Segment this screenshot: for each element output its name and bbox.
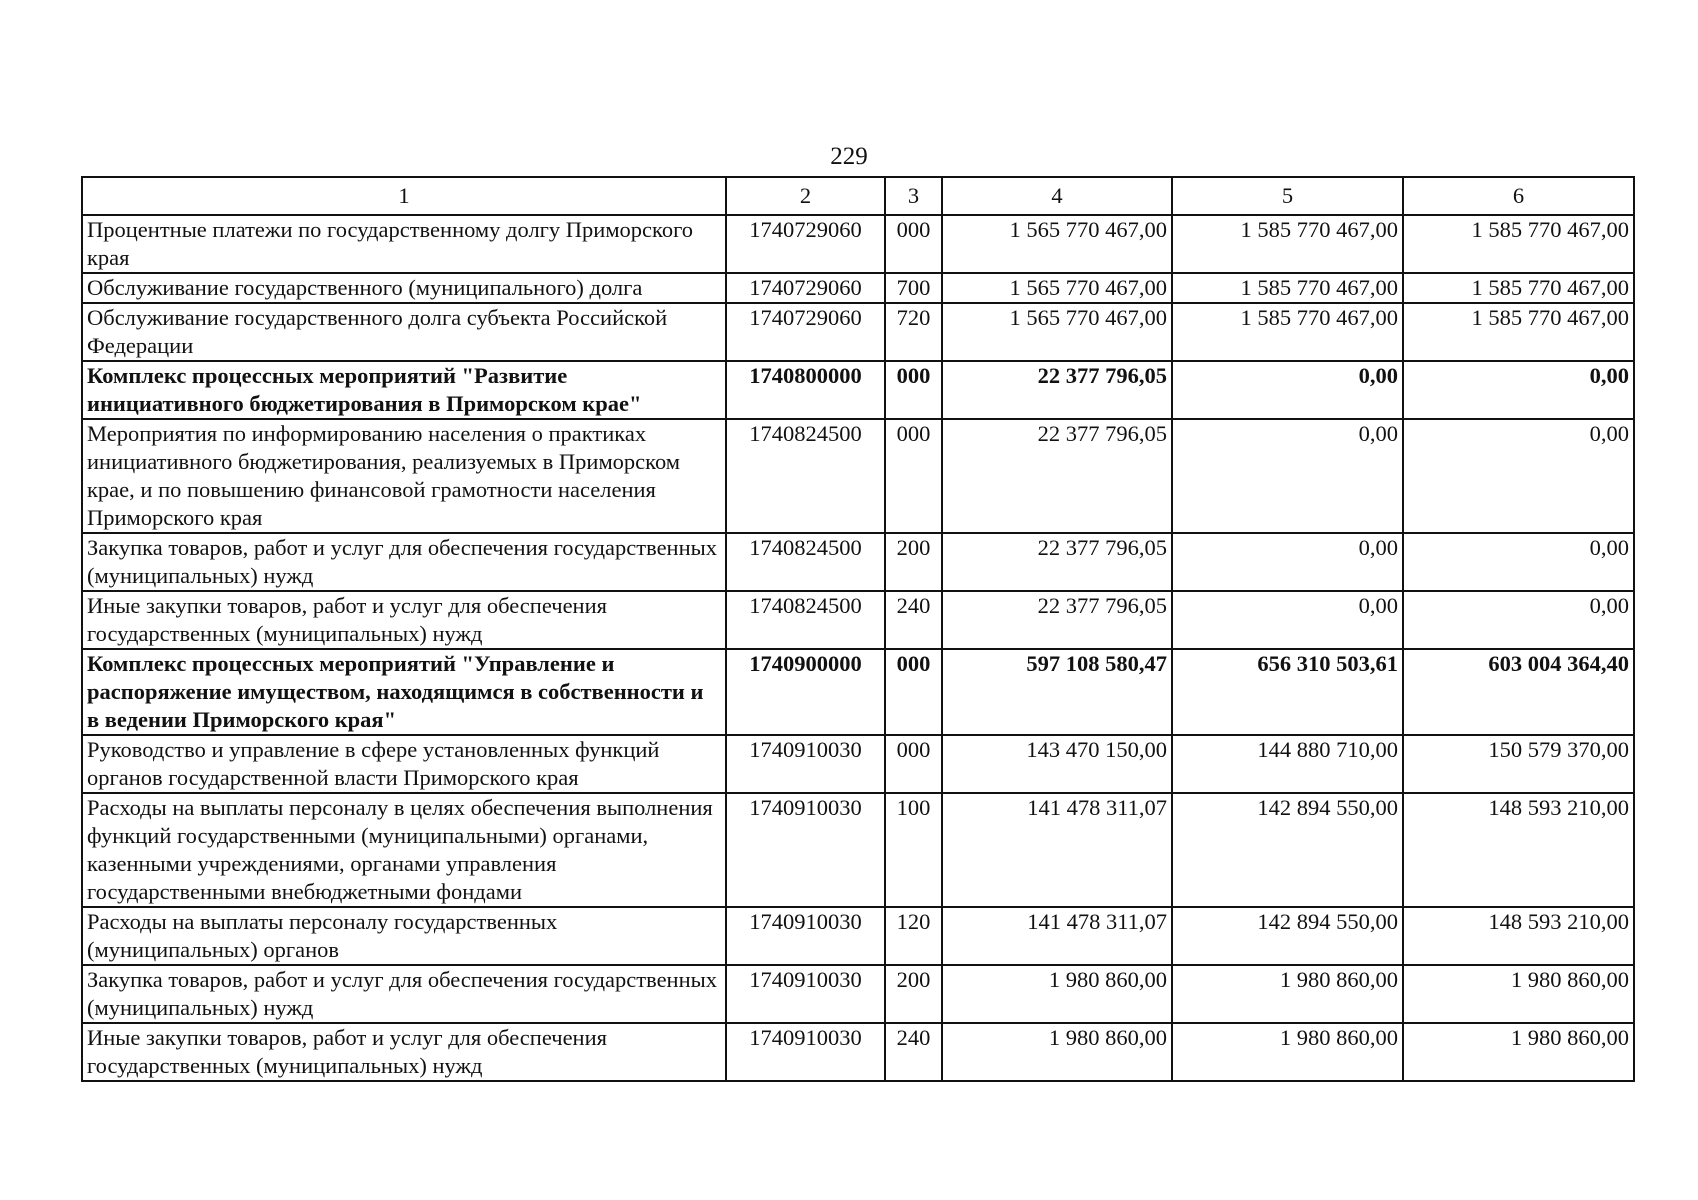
- row-amount-col5: 142 894 550,00: [1172, 793, 1403, 907]
- row-code: 1740729060: [726, 303, 885, 361]
- row-amount-col4: 1 980 860,00: [942, 1023, 1172, 1081]
- row-amount-col4: 143 470 150,00: [942, 735, 1172, 793]
- row-code: 1740910030: [726, 735, 885, 793]
- row-amount-col4: 1 565 770 467,00: [942, 215, 1172, 273]
- row-name: Процентные платежи по государственному долгу Приморского края: [82, 215, 726, 273]
- row-code: 1740824500: [726, 533, 885, 591]
- row-expense-type: 100: [885, 793, 942, 907]
- row-amount-col6: 603 004 364,40: [1403, 649, 1634, 735]
- row-code: 1740910030: [726, 793, 885, 907]
- row-expense-type: 240: [885, 591, 942, 649]
- table-row: [82, 1023, 1634, 1081]
- row-expense-type: 240: [885, 1023, 942, 1081]
- row-amount-col4: 1 565 770 467,00: [942, 303, 1172, 361]
- row-amount-col5: 1 585 770 467,00: [1172, 215, 1403, 273]
- table-row: [82, 793, 1634, 907]
- row-expense-type: 000: [885, 419, 942, 533]
- row-expense-type: 720: [885, 303, 942, 361]
- row-amount-col6: 0,00: [1403, 419, 1634, 533]
- row-amount-col6: 148 593 210,00: [1403, 793, 1634, 907]
- row-code: 1740910030: [726, 965, 885, 1023]
- row-amount-col6: 0,00: [1403, 533, 1634, 591]
- row-amount-col5: 656 310 503,61: [1172, 649, 1403, 735]
- row-name: Иные закупки товаров, работ и услуг для обеспечения государственных (муниципальных) нужд: [82, 1023, 726, 1081]
- row-amount-col4: 1 565 770 467,00: [942, 273, 1172, 303]
- row-amount-col5: 1 585 770 467,00: [1172, 303, 1403, 361]
- row-expense-type: 120: [885, 907, 942, 965]
- table-row: [82, 533, 1634, 591]
- column-header: 5: [1172, 177, 1403, 215]
- row-code: 1740729060: [726, 273, 885, 303]
- row-amount-col5: 1 980 860,00: [1172, 1023, 1403, 1081]
- row-amount-col6: 0,00: [1403, 361, 1634, 419]
- row-amount-col6: 1 980 860,00: [1403, 965, 1634, 1023]
- row-expense-type: 000: [885, 215, 942, 273]
- row-code: 1740824500: [726, 419, 885, 533]
- row-expense-type: 200: [885, 533, 942, 591]
- table-body: [82, 215, 1634, 1081]
- row-code: 1740910030: [726, 1023, 885, 1081]
- page-number: 229: [830, 143, 868, 170]
- row-amount-col5: 1 980 860,00: [1172, 965, 1403, 1023]
- table-row: [82, 649, 1634, 735]
- row-name: Комплекс процессных мероприятий "Управление и распоряжение имуществом, находящимся в собственности и в ведении Приморского края": [82, 649, 726, 735]
- table-row: [82, 907, 1634, 965]
- row-amount-col4: 22 377 796,05: [942, 361, 1172, 419]
- column-header: 6: [1403, 177, 1634, 215]
- row-expense-type: 000: [885, 361, 942, 419]
- table-row: [82, 591, 1634, 649]
- row-name: Расходы на выплаты персоналу в целях обеспечения выполнения функций государственными (муниципальными) органами, казенными учреждениями, органами управления государственными внебюджетными фондами: [82, 793, 726, 907]
- row-amount-col4: 22 377 796,05: [942, 419, 1172, 533]
- row-amount-col5: 1 585 770 467,00: [1172, 273, 1403, 303]
- table-row: [82, 735, 1634, 793]
- row-code: 1740729060: [726, 215, 885, 273]
- row-amount-col6: 0,00: [1403, 591, 1634, 649]
- row-expense-type: 000: [885, 735, 942, 793]
- table-header-row: [82, 177, 1634, 215]
- table-row: [82, 361, 1634, 419]
- row-name: Руководство и управление в сфере установленных функций органов государственной власти Приморского края: [82, 735, 726, 793]
- row-amount-col5: 0,00: [1172, 361, 1403, 419]
- row-code: 1740910030: [726, 907, 885, 965]
- row-expense-type: 000: [885, 649, 942, 735]
- column-header: 2: [726, 177, 885, 215]
- table-row: [82, 215, 1634, 273]
- row-amount-col4: 141 478 311,07: [942, 793, 1172, 907]
- row-name: Комплекс процессных мероприятий "Развитие инициативного бюджетирования в Приморском крае": [82, 361, 726, 419]
- row-name: Закупка товаров, работ и услуг для обеспечения государственных (муниципальных) нужд: [82, 965, 726, 1023]
- row-amount-col5: 0,00: [1172, 419, 1403, 533]
- column-header: 1: [82, 177, 726, 215]
- row-amount-col6: 1 585 770 467,00: [1403, 215, 1634, 273]
- row-amount-col6: 150 579 370,00: [1403, 735, 1634, 793]
- row-code: 1740800000: [726, 361, 885, 419]
- row-amount-col4: 597 108 580,47: [942, 649, 1172, 735]
- column-header: 3: [885, 177, 942, 215]
- row-amount-col4: 22 377 796,05: [942, 533, 1172, 591]
- row-amount-col6: 1 980 860,00: [1403, 1023, 1634, 1081]
- row-amount-col5: 142 894 550,00: [1172, 907, 1403, 965]
- row-name: Закупка товаров, работ и услуг для обеспечения государственных (муниципальных) нужд: [82, 533, 726, 591]
- row-amount-col4: 1 980 860,00: [942, 965, 1172, 1023]
- row-amount-col5: 144 880 710,00: [1172, 735, 1403, 793]
- row-amount-col6: 1 585 770 467,00: [1403, 303, 1634, 361]
- column-header: 4: [942, 177, 1172, 215]
- table-row: [82, 419, 1634, 533]
- row-expense-type: 700: [885, 273, 942, 303]
- row-name: Расходы на выплаты персоналу государственных (муниципальных) органов: [82, 907, 726, 965]
- row-amount-col5: 0,00: [1172, 591, 1403, 649]
- row-name: Обслуживание государственного (муниципального) долга: [82, 273, 726, 303]
- table-row: [82, 303, 1634, 361]
- row-amount-col6: 148 593 210,00: [1403, 907, 1634, 965]
- row-amount-col6: 1 585 770 467,00: [1403, 273, 1634, 303]
- row-name: Мероприятия по информированию населения о практиках инициативного бюджетирования, реализуемых в Приморском крае, и по повышению финансовой грамотности населения Приморского края: [82, 419, 726, 533]
- row-code: 1740900000: [726, 649, 885, 735]
- table-row: [82, 273, 1634, 303]
- row-expense-type: 200: [885, 965, 942, 1023]
- row-amount-col4: 22 377 796,05: [942, 591, 1172, 649]
- table-row: [82, 965, 1634, 1023]
- row-amount-col4: 141 478 311,07: [942, 907, 1172, 965]
- row-amount-col5: 0,00: [1172, 533, 1403, 591]
- row-name: Иные закупки товаров, работ и услуг для обеспечения государственных (муниципальных) нужд: [82, 591, 726, 649]
- row-name: Обслуживание государственного долга субъекта Российской Федерации: [82, 303, 726, 361]
- budget-table: [81, 176, 1635, 1082]
- row-code: 1740824500: [726, 591, 885, 649]
